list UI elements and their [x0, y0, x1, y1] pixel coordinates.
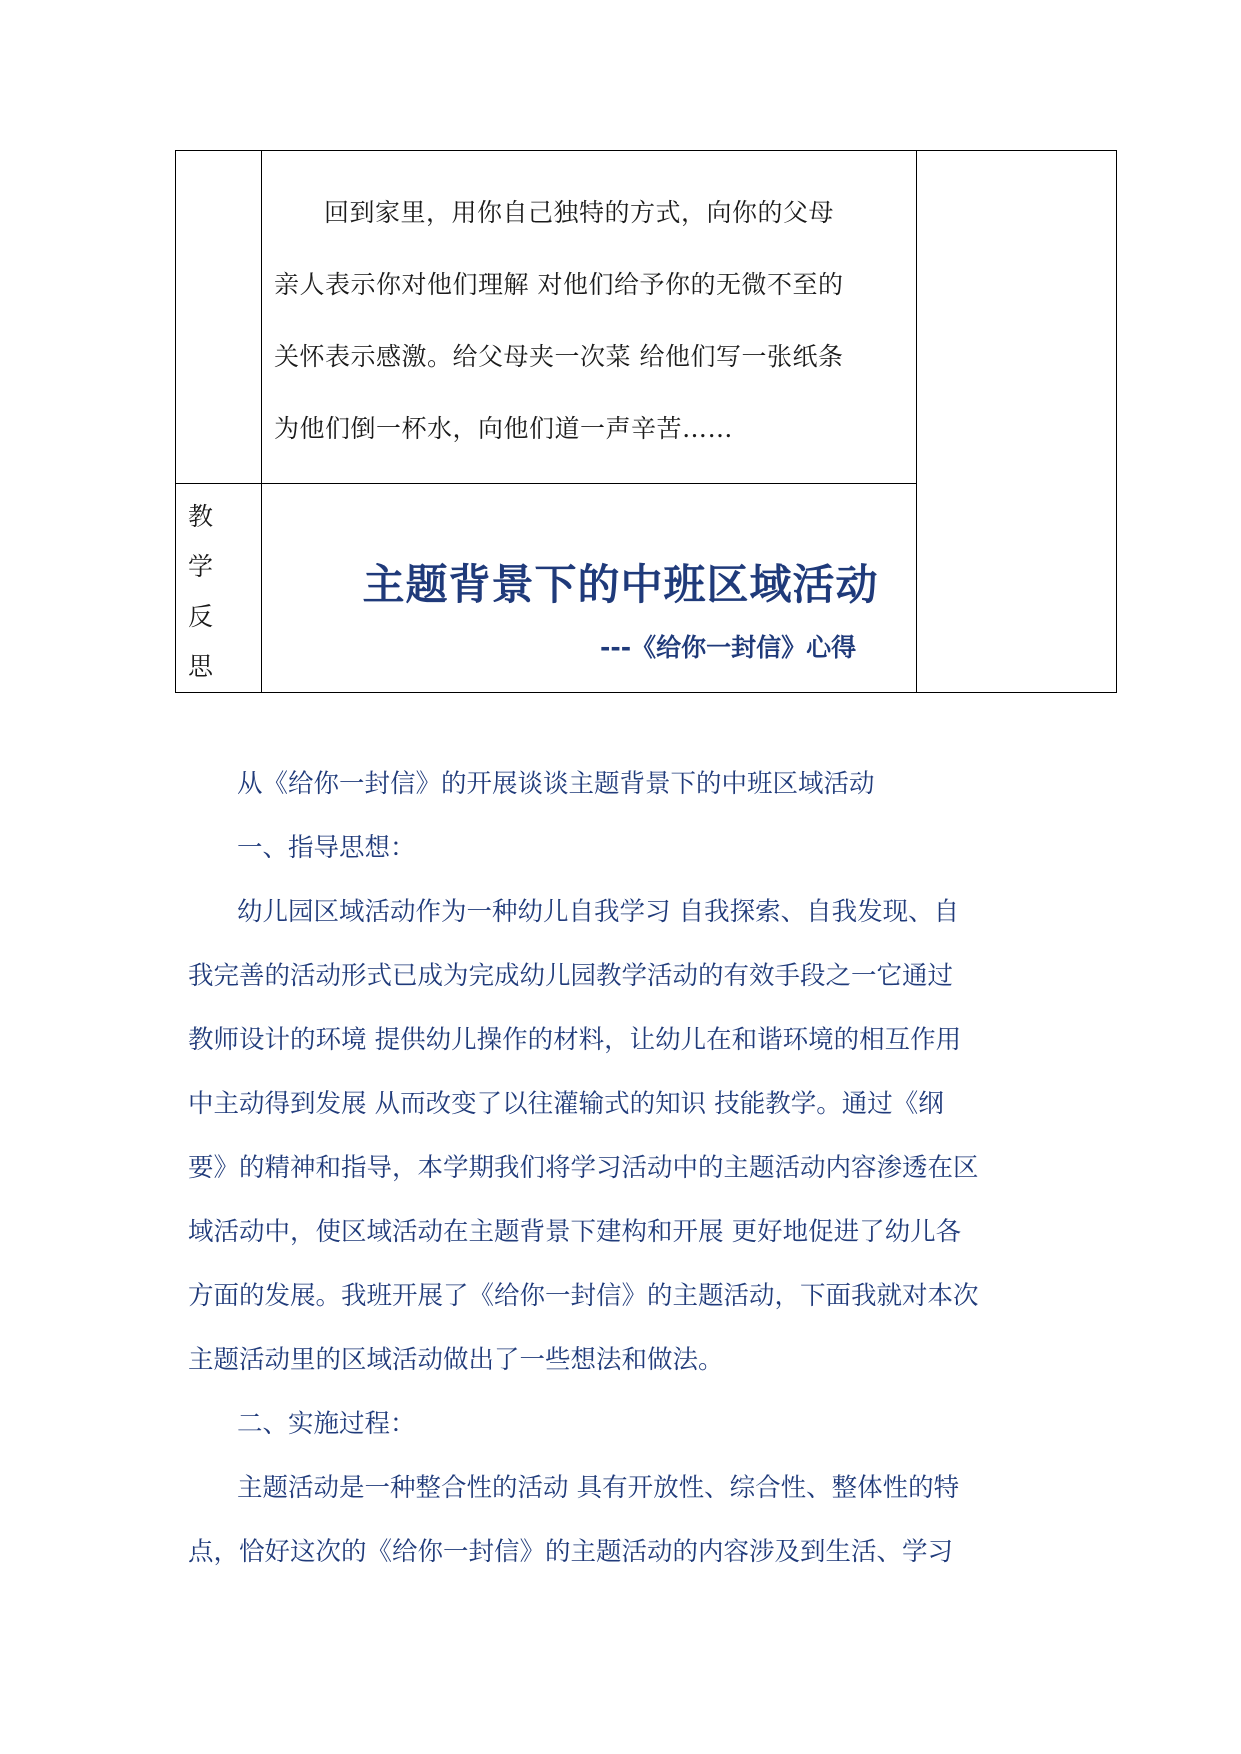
- section-heading: 二、实施过程：: [237, 1409, 416, 1439]
- body-line: 点，恰好这次的《给你一封信》的主题活动的内容涉及到生活、学习: [188, 1537, 954, 1567]
- article-body: [188, 752, 1088, 1584]
- body-line: 域活动中，使区域活动在主题背景下建构和开展 更好地促进了幼儿各: [188, 1217, 962, 1247]
- body-line: 主题活动是一种整合性的活动 具有开放性、综合性、整体性的特: [237, 1473, 960, 1503]
- article-title: 主题背景下的中班区域活动: [362, 560, 879, 609]
- table-row: [176, 151, 1117, 484]
- activity-paragraph: [262, 151, 916, 483]
- table-cell-activity-text: [262, 151, 917, 484]
- body-line: 中主动得到发展 从而改变了以往灌输式的知识 技能教学。通过《纲: [188, 1089, 944, 1119]
- body-line: 方面的发展。我班开展了《给你一封信》的主题活动，下面我就对本次: [188, 1281, 979, 1311]
- table-cell-empty: [176, 151, 262, 484]
- body-line: 幼儿园区域活动作为一种幼儿自我学习 自我探索、自我发现、自: [237, 897, 960, 927]
- activity-line: 回到家里，用你自己独特的方式，向你的父母: [324, 198, 835, 227]
- section-heading: 一、指导思想：: [237, 833, 416, 863]
- body-line: 教师设计的环境 提供幼儿操作的材料，让幼儿在和谐环境的相互作用: [188, 1025, 962, 1055]
- body-line: 主题活动里的区域活动做出了一些想法和做法。: [188, 1345, 724, 1375]
- body-line: 从《给你一封信》的开展谈谈主题背景下的中班区域活动: [237, 769, 875, 799]
- activity-line: 为他们倒一杯水，向他们道一声辛苦……: [274, 414, 734, 443]
- activity-line: 关怀表示感激。给父母夹一次菜 给他们写一张纸条: [274, 342, 844, 371]
- activity-line: 亲人表示你对他们理解 对他们给予你的无微不至的: [274, 270, 844, 299]
- body-line: 要》的精神和指导，本学期我们将学习活动中的主题活动内容渗透在区: [188, 1153, 979, 1183]
- reflection-label: 教学 反思: [188, 502, 228, 681]
- article-subtitle: ---《给你一封信》心得: [600, 633, 857, 662]
- body-line: 我完善的活动形式已成为完成幼儿园教学活动的有效手段之一它通过: [188, 961, 954, 991]
